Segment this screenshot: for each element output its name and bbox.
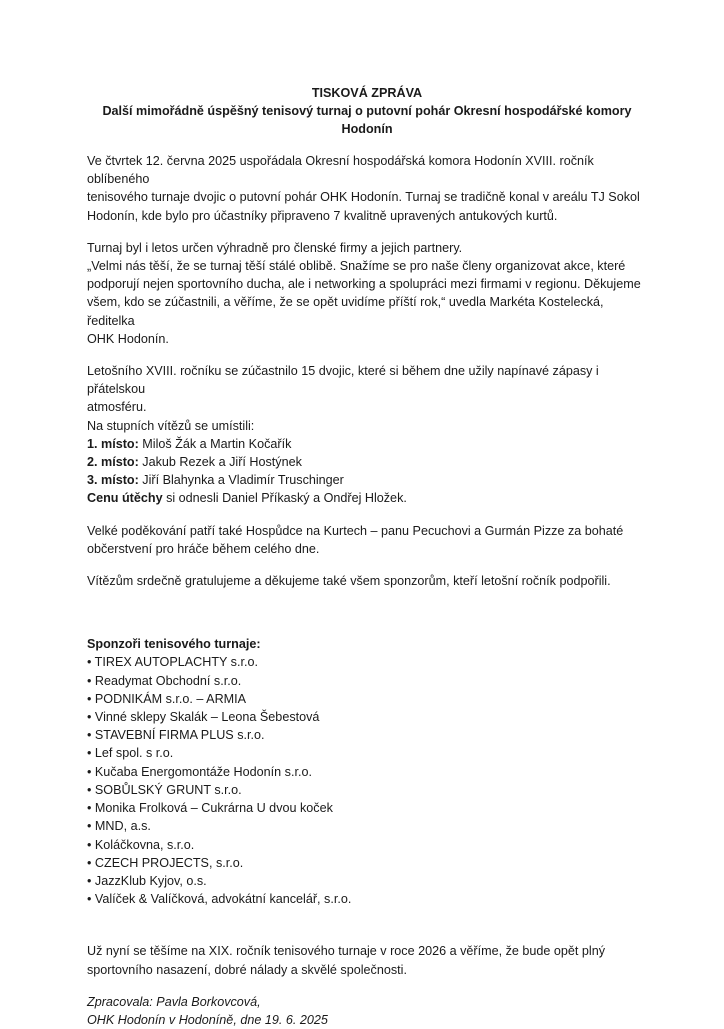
thanks-paragraph: [87, 522, 647, 558]
place-label: 3. místo:: [87, 473, 139, 488]
place-third: [87, 471, 647, 489]
sponsor-item: • Vinné sklepy Skalák – Leona Šebestová: [87, 710, 320, 725]
results-line: Na stupních vítězů se umístili:: [87, 418, 255, 433]
closing-line: sportovního nasazení, dobré nálady a skvělé společnosti.: [87, 962, 407, 977]
sponsor-item: • PODNIKÁM s.r.o. – ARMIA: [87, 691, 247, 706]
intro-paragraph: [87, 152, 647, 225]
intro-line: Ve čtvrtek 12. června 2025 uspořádala Okresní hospodářská komora Hodonín XVIII. ročník oblíbeného: [87, 154, 594, 187]
sponsor-item: • TIREX AUTOPLACHTY s.r.o.: [87, 655, 258, 670]
sponsor-item: • Kučaba Energomontáže Hodonín s.r.o.: [87, 764, 312, 779]
sponsor-item: • Lef spol. s r.o.: [87, 746, 174, 761]
results-paragraph: [87, 362, 647, 508]
thanks-line: Velké poděkování patří také Hospůdce na Kurtech – panu Pecuchovi a Gurmán Pizze za bohaté: [87, 523, 624, 538]
sponsor-item: • SOBŮLSKÝ GRUNT s.r.o.: [87, 782, 242, 797]
results-line: atmosféru.: [87, 400, 147, 415]
signature-author: Zpracovala: Pavla Borkovcová,: [87, 994, 261, 1009]
quote-paragraph: [87, 239, 647, 348]
thanks-line: občerstvení pro hráče během celého dne.: [87, 541, 320, 556]
quote-line: podporují nejen sportovního ducha, ale i networking a spolupráci mezi firmami v regionu. Děkujeme: [87, 277, 641, 292]
sponsor-item: • MND, a.s.: [87, 819, 151, 834]
sponsor-item: • STAVEBNÍ FIRMA PLUS s.r.o.: [87, 728, 265, 743]
sponsor-item: • Readymat Obchodní s.r.o.: [87, 673, 242, 688]
intro-line: tenisového turnaje dvojic o putovní pohár OHK Hodonín. Turnaj se tradičně konal v areálu TJ Sokol: [87, 190, 640, 205]
consolation-prize: [87, 489, 647, 507]
sponsor-item: • Koláčkovna, s.r.o.: [87, 837, 195, 852]
sponsor-item: • JazzKlub Kyjov, o.s.: [87, 873, 207, 888]
document-title: TISKOVÁ ZPRÁVA: [311, 86, 423, 100]
place-second: [87, 453, 647, 471]
sponsors-list: [87, 653, 647, 908]
place-label: Cenu útěchy: [87, 491, 163, 506]
results-line: Letošního XVIII. ročníku se zúčastnilo 15 dvojic, které si během dne užily napínavé zápasy i přátelskou: [87, 364, 599, 397]
sponsor-item: • Valíček & Valíčková, advokátní kancelář, s.r.o.: [87, 892, 352, 907]
sponsor-item: • Monika Frolková – Cukrárna U dvou koček: [87, 801, 333, 816]
sponsors-title: Sponzoři tenisového turnaje:: [87, 637, 261, 652]
place-label: 1. místo:: [87, 436, 139, 451]
document-page: [87, 84, 647, 1029]
quote-line: „Velmi nás těší, že se turnaj těší stálé oblibě. Snažíme se pro naše členy organizovat akce, které: [87, 259, 626, 274]
place-label: 2. místo:: [87, 455, 139, 470]
place-names: si odnesli Daniel Příkaský a Ondřej Hložek.: [162, 491, 407, 506]
sponsor-item: • CZECH PROJECTS, s.r.o.: [87, 855, 244, 870]
document-subtitle: Další mimořádně úspěšný tenisový turnaj o putovní pohár Okresní hospodářské komory Hodonín: [102, 104, 632, 136]
closing-paragraph: [87, 942, 647, 978]
place-names: Miloš Žák a Martin Kočařík: [138, 436, 292, 451]
quote-line: Turnaj byl i letos určen výhradně pro členské firmy a jejich partnery.: [87, 240, 463, 255]
document-header: [87, 84, 647, 138]
place-first: [87, 435, 647, 453]
intro-line: Hodonín, kde bylo pro účastníky připraveno 7 kvalitně upravených antukových kurtů.: [87, 208, 558, 223]
place-names: Jiří Blahynka a Vladimír Truschinger: [138, 473, 344, 488]
congrats-paragraph: Vítězům srdečně gratulujeme a děkujeme také všem sponzorům, kteří letošní ročník podpořili.: [87, 574, 611, 589]
place-names: Jakub Rezek a Jiří Hostýnek: [138, 455, 302, 470]
closing-line: Už nyní se těšíme na XIX. ročník tenisového turnaje v roce 2026 a věříme, že bude opět plný: [87, 944, 606, 959]
quote-line: všem, kdo se zúčastnili, a věříme, že se opět uvidíme příští rok,“ uvedla Markéta Kostelecká, ředitelka: [87, 295, 604, 328]
signature-place-date: OHK Hodonín v Hodoníně, dne 19. 6. 2025: [87, 1012, 328, 1027]
quote-line: OHK Hodonín.: [87, 331, 169, 346]
